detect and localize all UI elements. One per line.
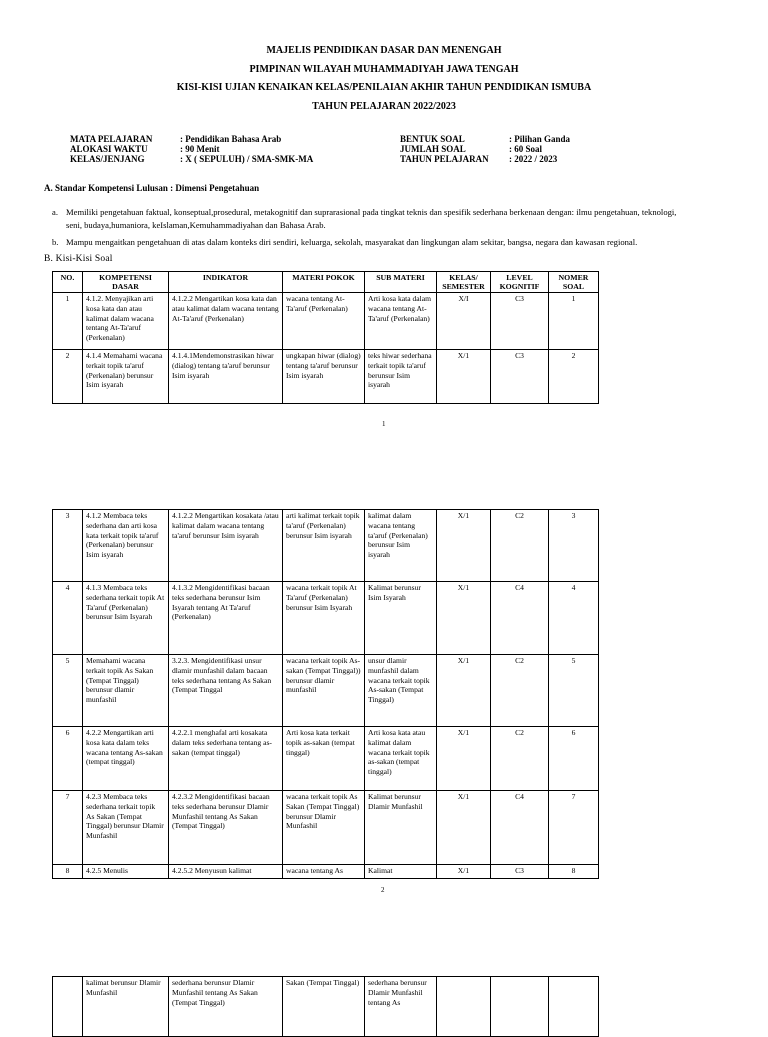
table-row <box>53 865 599 879</box>
cell-materi: wacana terkait topik As Sakan (Tempat Tinggal) berunsur Dlamir Munfashil <box>283 791 365 865</box>
cell-materi: wacana terkait topik At Ta'aruf (Perkenalan) berunsur Isim Isyarah <box>283 582 365 655</box>
meta-label: TAHUN PELAJARAN <box>400 154 489 164</box>
meta-value: : 60 Soal <box>509 144 543 154</box>
cell-sub-materi: unsur dlamir munfashil dalam wacana terkait topik As-sakan (Tempat Tinggal) <box>365 655 437 727</box>
cell-indikator: 3.2.3. Mengidentifikasi unsur dlamir munfashil dalam bacaan teks sederhana tentang As Sakan (Tempat Tinggal <box>169 655 283 727</box>
cell-nomer: 1 <box>549 293 599 350</box>
cell-materi: Arti kosa kata terkait topik as-sakan (tempat tinggal) <box>283 727 365 791</box>
paragraph-b <box>52 236 692 249</box>
table-row <box>53 977 599 1037</box>
cell-kelas: X/1 <box>437 510 491 582</box>
cell-kelas: X/I <box>437 293 491 350</box>
meta-right-values <box>509 134 570 164</box>
cell-sub-materi: Kalimat berunsur Dlamir Munfashil <box>365 791 437 865</box>
cell-materi: ungkapan hiwar (dialog) tentang ta'aruf berunsur Isim isyarah <box>283 350 365 404</box>
table-row <box>53 655 599 727</box>
cell-indikator: 4.2.5.2 Menyusun kalimat <box>169 865 283 879</box>
cell-sub-materi: teks hiwar sederhana terkait topik ta'aruf berunsur Isim isyarah <box>365 350 437 404</box>
bullet-b: b. <box>52 237 59 247</box>
cell-kd: 4.1.2 Membaca teks sederhana dan arti kosa kata terkait topik ta'aruf (Perkenalan) berunsur Isim isyarah <box>83 510 169 582</box>
cell-kd: 4.1.2. Menyajikan arti kosa kata dan atau kalimat dalam wacana tentang At-Ta'aruf (Perkenalan) <box>83 293 169 350</box>
cell-kelas <box>437 977 491 1037</box>
cell-sub-materi: Arti kosa kata atau kalimat dalam wacana terkait topik as-sakan (tempat tinggal) <box>365 727 437 791</box>
table-row <box>53 727 599 791</box>
cell-sub-materi: kalimat dalam wacana tentang ta'aruf (Perkenalan) berunsur Isim isyarah <box>365 510 437 582</box>
header-line-2: PIMPINAN WILAYAH MUHAMMADIYAH JAWA TENGAH <box>249 64 519 75</box>
cell-nomer <box>549 977 599 1037</box>
cell-kd: Memahami wacana terkait topik As Sakan (Tempat Tinggal) berunsur dlamir munfashil <box>83 655 169 727</box>
kisi-table-page-1 <box>52 271 599 404</box>
cell-sub-materi: Kalimat <box>365 865 437 879</box>
meta-label: ALOKASI WAKTU <box>70 144 148 154</box>
cell-sub-materi: Arti kosa kata dalam wacana tentang At-Ta'aruf (Perkenalan) <box>365 293 437 350</box>
paragraph-a-text: Memiliki pengetahuan faktual, konseptual,prosedural, metakognitif dan suprarasional pada tingkat teknis dan spesifik sederhana berkenaan dengan: ilmu pengetahuan, teknologi, seni, budaya,humaniora, keIslaman,Kemuhammadiyahan dan Bahasa Arab. <box>66 207 677 230</box>
cell-materi: arti kalimat terkait topik ta'aruf (Perkenalan) berunsur Isim isyarah <box>283 510 365 582</box>
page-number-2: 2 <box>381 886 385 894</box>
header-materi-pokok: MATERI POKOK <box>283 272 365 293</box>
header-line-1: MAJELIS PENDIDIKAN DASAR DAN MENENGAH <box>266 45 502 56</box>
header-indikator: INDIKATOR <box>169 272 283 293</box>
cell-kelas: X/1 <box>437 582 491 655</box>
cell-materi: wacana tentang At-Ta'aruf (Perkenalan) <box>283 293 365 350</box>
cell-level: C3 <box>491 865 549 879</box>
cell-level: C3 <box>491 293 549 350</box>
cell-no: 4 <box>53 582 83 655</box>
header-level-kognitif: LEVEL KOGNITIF <box>491 272 549 293</box>
cell-materi: wacana tentang As <box>283 865 365 879</box>
cell-level: C2 <box>491 655 549 727</box>
cell-kd: 4.2.3 Membaca teks sederhana terkait topik As Sakan (Tempat Tinggal) berunsur Dlamir Munfashil <box>83 791 169 865</box>
header-kompetensi-dasar: KOMPETENSI DASAR <box>83 272 169 293</box>
table-row <box>53 582 599 655</box>
header-kelas-semester: KELAS/ SEMESTER <box>437 272 491 293</box>
cell-no: 1 <box>53 293 83 350</box>
cell-kelas: X/1 <box>437 791 491 865</box>
meta-value: : Pilihan Ganda <box>509 134 571 144</box>
kisi-table-page-2 <box>52 509 599 879</box>
cell-indikator: 4.2.2.1 menghafal arti kosakata dalam teks sederhana tentang as-sakan (tempat tinggal) <box>169 727 283 791</box>
cell-kd: kalimat berunsur Dlamir Munfashil <box>83 977 169 1037</box>
cell-level: C2 <box>491 727 549 791</box>
cell-indikator: 4.1.4.1Mendemonstrasikan hiwar (dialog) tentang ta'aruf berunsur Isim isyarah <box>169 350 283 404</box>
cell-level: C4 <box>491 791 549 865</box>
page-3 <box>0 930 768 1024</box>
meta-value: : 2022 / 2023 <box>509 154 558 164</box>
table-row <box>53 293 599 350</box>
page-number-1: 1 <box>382 420 386 428</box>
cell-level <box>491 977 549 1037</box>
section-b-title: B. Kisi-Kisi Soal <box>44 254 113 264</box>
cell-nomer: 8 <box>549 865 599 879</box>
cell-nomer: 2 <box>549 350 599 404</box>
paragraph-b-text: Mampu mengaitkan pengetahuan di atas dalam konteks diri sendiri, keluarga, sekolah, masyarakat dan lingkungan alam sekitar, bangsa, negara dan kawasan regional. <box>66 237 638 247</box>
cell-indikator: 4.1.3.2 Mengidentifikasi bacaan teks sederhana berunsur Isim Isyarah tentang At Ta'aruf (Perkenalan) <box>169 582 283 655</box>
cell-no: 8 <box>53 865 83 879</box>
cell-indikator: 4.2.3.2 Mengidentifikasi bacaan teks sederhana berunsur Dlamir Munfashil tentang As Sakan (Tempat Tinggal) <box>169 791 283 865</box>
table-row <box>53 510 599 582</box>
meta-left-labels <box>70 134 152 164</box>
cell-kelas: X/1 <box>437 865 491 879</box>
page-2 <box>0 480 768 900</box>
page-1 <box>0 0 768 470</box>
bullet-a: a. <box>52 207 58 217</box>
meta-right-labels <box>400 134 489 164</box>
paragraph-a <box>52 206 692 232</box>
table-header-row <box>53 272 599 293</box>
cell-kd: 4.1.3 Membaca teks sederhana terkait topik At Ta'aruf (Perkenalan) berunsur Isim Isyarah <box>83 582 169 655</box>
meta-value: : X ( SEPULUH) / SMA-SMK-MA <box>180 154 314 164</box>
cell-no: 3 <box>53 510 83 582</box>
cell-nomer: 3 <box>549 510 599 582</box>
cell-nomer: 4 <box>549 582 599 655</box>
cell-nomer: 7 <box>549 791 599 865</box>
meta-value: : Pendidikan Bahasa Arab <box>180 134 282 144</box>
meta-label: BENTUK SOAL <box>400 134 465 144</box>
cell-no: 6 <box>53 727 83 791</box>
table-row <box>53 791 599 865</box>
cell-kelas: X/1 <box>437 727 491 791</box>
meta-label: MATA PELAJARAN <box>70 134 153 144</box>
header-line-3: KISI-KISI UJIAN KENAIKAN KELAS/PENILAIAN AKHIR TAHUN PENDIDIKAN ISMUBA <box>176 82 592 93</box>
kisi-table-page-3 <box>52 976 599 1037</box>
cell-no: 2 <box>53 350 83 404</box>
cell-materi: wacana terkait topik As-sakan (Tempat Tinggal)) berunsur dlamir munfashil <box>283 655 365 727</box>
cell-nomer: 5 <box>549 655 599 727</box>
section-a-title: A. Standar Kompetensi Lulusan : Dimensi Pengetahuan <box>44 183 260 193</box>
cell-kd: 4.2.2 Mengartikan arti kosa kata dalam teks wacana tentang As-sakan (tempat tinggal) <box>83 727 169 791</box>
cell-level: C2 <box>491 510 549 582</box>
header-no: NO. <box>53 272 83 293</box>
meta-label: KELAS/JENJANG <box>70 154 145 164</box>
cell-no <box>53 977 83 1037</box>
cell-kd: 4.1.4 Memahami wacana terkait topik ta'aruf (Perkenalan) berunsur Isim isyarah <box>83 350 169 404</box>
meta-label: JUMLAH SOAL <box>400 144 466 154</box>
meta-value: : 90 Menit <box>180 144 220 154</box>
header-sub-materi: SUB MATERI <box>365 272 437 293</box>
meta-left-values <box>180 134 313 164</box>
cell-indikator: 4.1.2.2 Mengartikan kosakata /atau kalimat dalam wacana tentang ta'aruf berunsur Isim isyarah <box>169 510 283 582</box>
header-line-4: TAHUN PELAJARAN 2022/2023 <box>312 101 456 112</box>
table-row <box>53 350 599 404</box>
header-nomer-soal: NOMER SOAL <box>549 272 599 293</box>
cell-sub-materi: sederhana berunsur Dlamir Munfashil tentang As <box>365 977 437 1037</box>
cell-kd: 4.2.5 Menulis <box>83 865 169 879</box>
cell-level: C3 <box>491 350 549 404</box>
cell-level: C4 <box>491 582 549 655</box>
cell-nomer: 6 <box>549 727 599 791</box>
cell-indikator: sederhana berunsur Dlamir Munfashil tentang As Sakan (Tempat Tinggal) <box>169 977 283 1037</box>
cell-kelas: X/1 <box>437 350 491 404</box>
cell-materi: Sakan (Tempat Tinggal) <box>283 977 365 1037</box>
cell-no: 7 <box>53 791 83 865</box>
cell-no: 5 <box>53 655 83 727</box>
cell-indikator: 4.1.2.2 Mengartikan kosa kata dan atau kalimat dalam wacana tentang At-Ta'aruf (Perkenalan) <box>169 293 283 350</box>
cell-sub-materi: Kalimat berunsur Isim Isyarah <box>365 582 437 655</box>
cell-kelas: X/1 <box>437 655 491 727</box>
